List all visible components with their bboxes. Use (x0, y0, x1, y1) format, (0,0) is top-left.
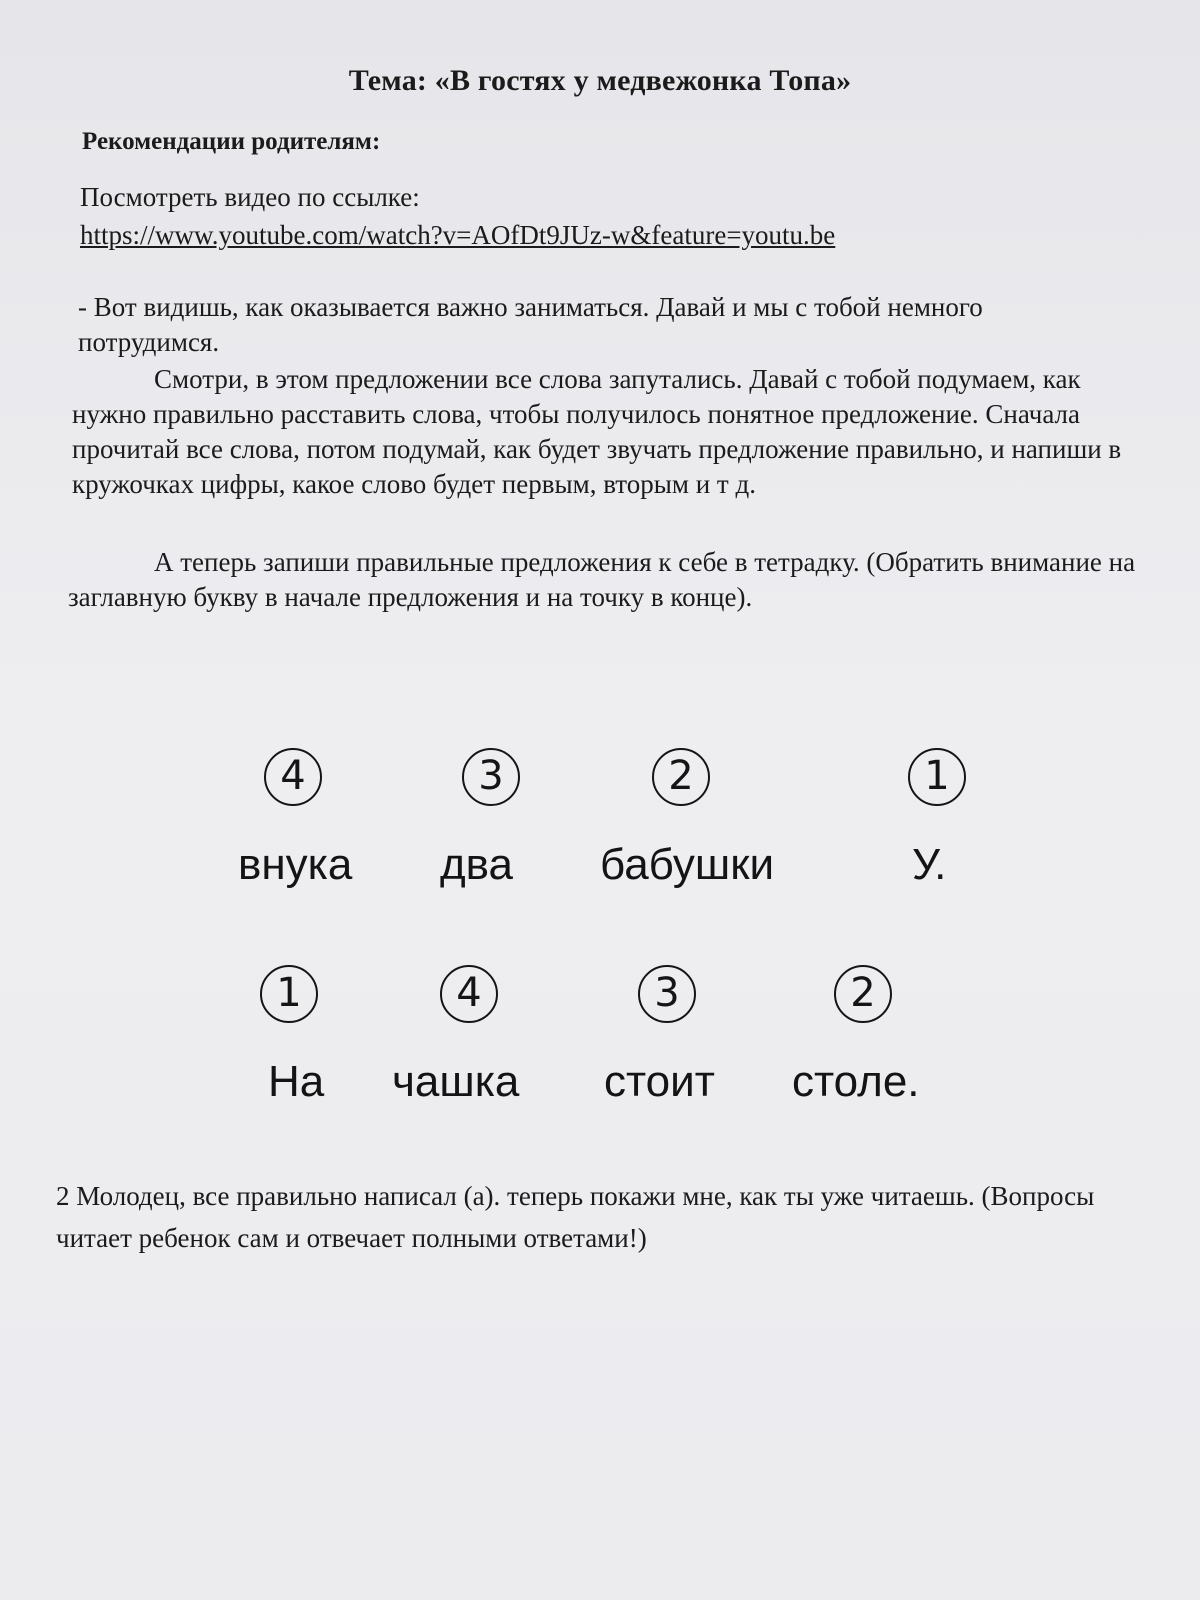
intro-paragraph: - Вот видишь, как оказывается важно заниматься. Давай и мы с тобой немного потрудимся. (78, 292, 983, 357)
scrambled-word: два (440, 840, 514, 889)
scrambled-word: бабушки (600, 840, 775, 889)
scrambled-word: столе. (792, 1057, 920, 1106)
page-title: Тема: «В гостях у медвежонка Топа» (348, 64, 852, 97)
word-cell (600, 748, 840, 908)
scrambled-word: чашка (392, 1057, 520, 1106)
number-circle[interactable]: 2 (652, 748, 710, 806)
number-circle[interactable]: 4 (440, 965, 498, 1023)
scrambled-word: На (268, 1057, 325, 1106)
scrambled-word: стоит (604, 1057, 715, 1106)
number-circle[interactable]: 2 (834, 965, 892, 1023)
word-cell (388, 965, 628, 1125)
word-cell (790, 965, 1030, 1125)
number-circle[interactable]: 4 (264, 748, 322, 806)
write-down-paragraph: А теперь запиши правильные предложения к себе в тетрадку. (Обратить внимание на заглавную букву в начале предложения и на точку в конце). (68, 547, 1136, 612)
video-label: Посмотреть видео по ссылке: (80, 182, 420, 212)
number-circle[interactable]: 1 (260, 965, 318, 1023)
number-circle[interactable]: 3 (462, 748, 520, 806)
video-link[interactable]: https://www.youtube.com/watch?v=AOfDt9JUz-w&feature=youtu.be (80, 220, 836, 250)
number-circle[interactable]: 1 (908, 748, 966, 806)
scrambled-word: внука (238, 840, 353, 889)
sentence-row-1 (0, 748, 1200, 908)
sentence-row-2 (0, 965, 1200, 1125)
scrambled-word: У. (912, 840, 947, 889)
instruction-paragraph: Смотри, в этом предложении все слова запутались. Давай с тобой подумаем, как нужно правильно расставить слова, чтобы получилось понятное предложение. Сначала прочитай все слова, потом подумай, как будет звучать предложение правильно, и напиши в кружочках цифры, какое слово будет первым, вторым и т д. (72, 364, 1122, 499)
number-circle[interactable]: 3 (638, 965, 696, 1023)
recommendations-heading: Рекомендации родителям: (82, 128, 381, 155)
task-2-paragraph: 2 Молодец, все правильно написал (а). теперь покажи мне, как ты уже читаешь. (Вопросы читает ребенок сам и отвечает полными ответами!) (56, 1181, 1095, 1253)
word-cell (880, 748, 1120, 908)
